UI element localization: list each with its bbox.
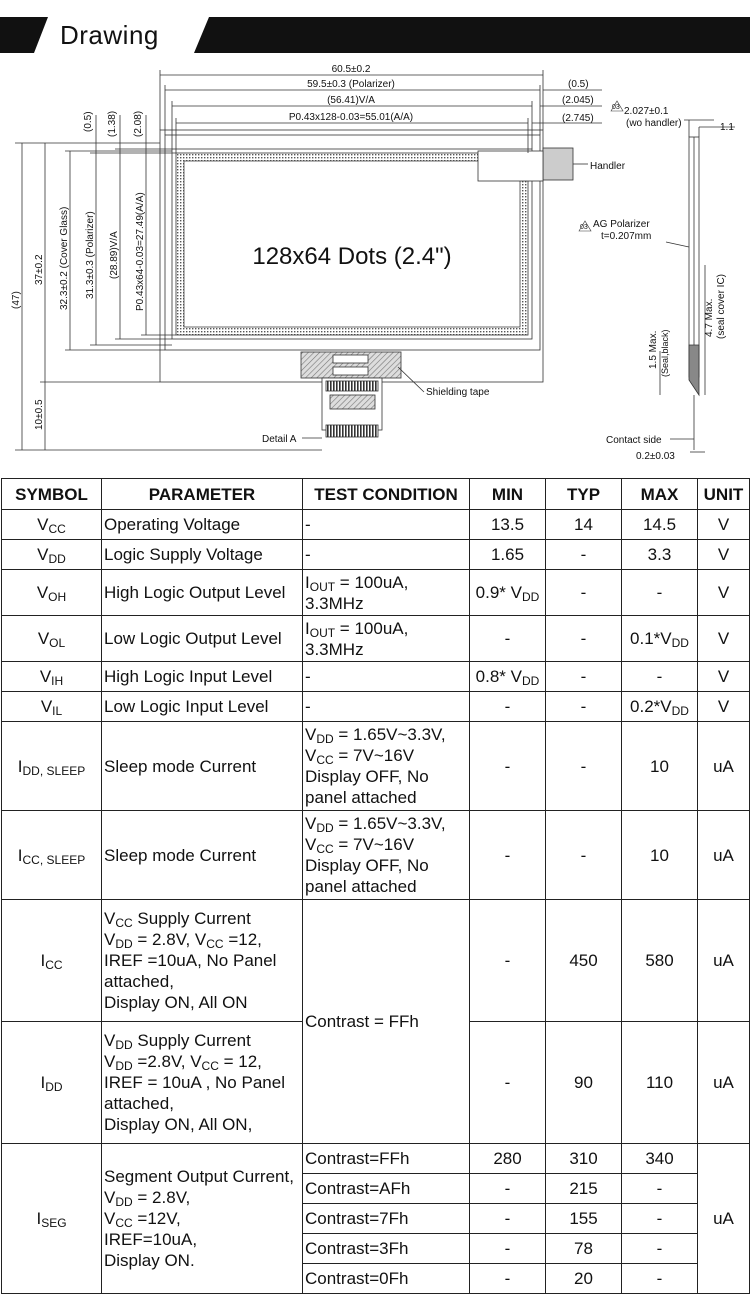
unit-cell: V xyxy=(698,662,750,692)
dim-top1: (0.5) xyxy=(83,111,94,132)
test-cell: - xyxy=(303,662,470,692)
table-row xyxy=(2,1144,750,1174)
test-cell: - xyxy=(303,692,470,722)
symbol-cell: $V_{OH}$ xyxy=(2,570,102,616)
typ-cell: 14 xyxy=(546,510,622,540)
side-dim1b: (wo handler) xyxy=(626,118,682,129)
max-cell: $0.1*V_{DD}$ xyxy=(622,616,698,662)
unit-cell: uA xyxy=(698,722,750,811)
typ-cell: 215 xyxy=(546,1174,622,1204)
contact-side: Contact side xyxy=(606,435,662,446)
typ-cell: 450 xyxy=(546,900,622,1022)
test-cell: Contrast=0Fh xyxy=(303,1264,470,1294)
typ-cell: 78 xyxy=(546,1234,622,1264)
min-cell: 0.8* $V_{DD}$ xyxy=(470,662,546,692)
parameter-cell: Segment Output Current, $V_{DD} = 2.8V$, $V_{CC} =12V$, IREF=10uA, Display ON. xyxy=(102,1144,303,1294)
table-row xyxy=(2,570,750,616)
dim-polarizer-width: 59.5±0.3 (Polarizer) xyxy=(307,79,395,90)
min-cell: - xyxy=(470,1264,546,1294)
typ-cell: - xyxy=(546,540,622,570)
parameter-cell: $V_{CC}$ Supply Current $V_{DD} = 2.8V$, $V_{CC} =12$, IREF =10uA, No Panel attached, Display ON, All ON xyxy=(102,900,303,1022)
min-cell: 0.9* $V_{DD}$ xyxy=(470,570,546,616)
test-cell: $I_{OUT} = 100uA$, 3.3MHz xyxy=(303,570,470,616)
dim-r3: (2.745) xyxy=(562,113,594,124)
parameter-cell: Low Logic Input Level xyxy=(102,692,303,722)
max-cell: 3.3 xyxy=(622,540,698,570)
dim-va-width: (56.41)V/A xyxy=(327,95,375,106)
test-cell-contrast: Contrast = FFh xyxy=(303,900,470,1144)
max-cell: - xyxy=(622,1204,698,1234)
side-dim2: 1.1 xyxy=(720,122,734,133)
col-max: MAX xyxy=(622,479,698,510)
max-cell: $0.2*V_{DD}$ xyxy=(622,692,698,722)
parameter-cell: Sleep mode Current xyxy=(102,811,303,900)
unit-cell: uA xyxy=(698,1022,750,1144)
ic-cover: (seal cover IC) xyxy=(716,273,727,339)
symbol-cell: $V_{DD}$ xyxy=(2,540,102,570)
min-cell: - xyxy=(470,1022,546,1144)
contact-dim: 0.2±0.03 xyxy=(636,451,675,462)
symbol-cell: $V_{IH}$ xyxy=(2,662,102,692)
dim-h-aa: P0.43x64-0.03=27.49(A/A) xyxy=(135,192,146,311)
parameter-cell: Sleep mode Current xyxy=(102,722,303,811)
table-row xyxy=(2,900,750,1022)
note-03b: 03 xyxy=(580,224,588,231)
side-dim1: 2.027±0.1 xyxy=(624,106,669,117)
unit-cell: V xyxy=(698,510,750,540)
col-typ: TYP xyxy=(546,479,622,510)
min-cell: - xyxy=(470,722,546,811)
mechanical-drawing xyxy=(0,55,750,465)
dim-top2: (1.38) xyxy=(107,110,118,137)
test-cell: $V_{DD}$ = 1.65V~3.3V, $V_{CC}$ = 7V~16V Display OFF, No panel attached xyxy=(303,722,470,811)
page-title: Drawing xyxy=(60,20,159,50)
col-min: MIN xyxy=(470,479,546,510)
typ-cell: - xyxy=(546,616,622,662)
detail-label: Detail A xyxy=(262,434,297,445)
max-cell: 340 xyxy=(622,1144,698,1174)
display-label: 128x64 Dots (2.4") xyxy=(252,243,452,270)
symbol-cell: $I_{DD}$ xyxy=(2,1022,102,1144)
min-cell: - xyxy=(470,900,546,1022)
max-cell: 14.5 xyxy=(622,510,698,540)
parameter-cell: Logic Supply Voltage xyxy=(102,540,303,570)
dim-aa-width: P0.43x128-0.03=55.01(A/A) xyxy=(288,112,414,123)
min-cell: 280 xyxy=(470,1144,546,1174)
test-cell: - xyxy=(303,510,470,540)
min-cell: - xyxy=(470,1174,546,1204)
parameter-cell: High Logic Output Level xyxy=(102,570,303,616)
ag-thickness: t=0.207mm xyxy=(601,231,652,242)
max-cell: - xyxy=(622,1264,698,1294)
typ-cell: 155 xyxy=(546,1204,622,1234)
symbol-cell: $I_{SEG}$ xyxy=(2,1144,102,1294)
table-row xyxy=(2,616,750,662)
ic-max: 4.7 Max. xyxy=(704,298,715,337)
handler-label: Handler xyxy=(590,161,626,172)
col-unit: UNIT xyxy=(698,479,750,510)
unit-cell: V xyxy=(698,570,750,616)
typ-cell: - xyxy=(546,692,622,722)
unit-cell: uA xyxy=(698,811,750,900)
symbol-cell: $V_{IL}$ xyxy=(2,692,102,722)
electrical-spec-table xyxy=(1,478,750,1294)
symbol-cell: $I_{CC, SLEEP}$ xyxy=(2,811,102,900)
test-cell: Contrast=7Fh xyxy=(303,1204,470,1234)
unit-cell: uA xyxy=(698,1144,750,1294)
test-cell: Contrast=AFh xyxy=(303,1174,470,1204)
min-cell: - xyxy=(470,1234,546,1264)
handler-tab xyxy=(543,148,573,180)
shielding-label: Shielding tape xyxy=(426,387,490,398)
unit-cell: V xyxy=(698,692,750,722)
symbol-cell: $I_{CC}$ xyxy=(2,900,102,1022)
max-cell: - xyxy=(622,662,698,692)
typ-cell: - xyxy=(546,570,622,616)
dim-h37: 37±0.2 xyxy=(34,254,45,285)
dim-h10: 10±0.5 xyxy=(34,399,45,430)
parameter-cell: Low Logic Output Level xyxy=(102,616,303,662)
table-row xyxy=(2,692,750,722)
test-cell: Contrast=3Fh xyxy=(303,1234,470,1264)
dim-h-polarizer: 31.3±0.3 (Polarizer) xyxy=(85,211,96,299)
typ-cell: - xyxy=(546,722,622,811)
dim-r1: (0.5) xyxy=(568,79,589,90)
col-test-condition: TEST CONDITION xyxy=(303,479,470,510)
test-cell: Contrast=FFh xyxy=(303,1144,470,1174)
symbol-cell: $I_{DD, SLEEP}$ xyxy=(2,722,102,811)
min-cell: - xyxy=(470,616,546,662)
min-cell: - xyxy=(470,811,546,900)
seal-max: 1.5 Max. xyxy=(648,330,659,369)
table-row xyxy=(2,540,750,570)
typ-cell: 20 xyxy=(546,1264,622,1294)
max-cell: 110 xyxy=(622,1022,698,1144)
table-row xyxy=(2,811,750,900)
min-cell: - xyxy=(470,692,546,722)
max-cell: 10 xyxy=(622,722,698,811)
dim-r2: (2.045) xyxy=(562,95,594,106)
max-cell: - xyxy=(622,1234,698,1264)
dim-h47: (47) xyxy=(11,291,22,309)
unit-cell: uA xyxy=(698,900,750,1022)
typ-cell: - xyxy=(546,811,622,900)
ag-polarizer: AG Polarizer xyxy=(593,219,650,230)
min-cell: 13.5 xyxy=(470,510,546,540)
parameter-cell: High Logic Input Level xyxy=(102,662,303,692)
parameter-cell: $V_{DD}$ Supply Current $V_{DD} =2.8V$, $V_{CC} = 12$, IREF = 10uA , No Panel attached, Display ON, All ON, xyxy=(102,1022,303,1144)
typ-cell: 90 xyxy=(546,1022,622,1144)
min-cell: - xyxy=(470,1204,546,1234)
max-cell: - xyxy=(622,1174,698,1204)
symbol-cell: $V_{OL}$ xyxy=(2,616,102,662)
test-cell: $I_{OUT} = 100uA$, 3.3MHz xyxy=(303,616,470,662)
max-cell: - xyxy=(622,570,698,616)
table-row xyxy=(2,722,750,811)
unit-cell: V xyxy=(698,616,750,662)
col-symbol: SYMBOL xyxy=(2,479,102,510)
dim-h-va: (28.89)V/A xyxy=(109,231,120,279)
dim-outer-width: 60.5±0.2 xyxy=(331,64,371,75)
symbol-cell: $V_{CC}$ xyxy=(2,510,102,540)
typ-cell: 310 xyxy=(546,1144,622,1174)
typ-cell: - xyxy=(546,662,622,692)
table-header-row xyxy=(2,479,750,510)
test-cell: - xyxy=(303,540,470,570)
max-cell: 580 xyxy=(622,900,698,1022)
dim-top3: (2.08) xyxy=(133,110,144,137)
test-cell: $V_{DD}$ = 1.65V~3.3V, $V_{CC}$ = 7V~16V Display OFF, No panel attached xyxy=(303,811,470,900)
seal-black: (Seal,black) xyxy=(660,329,670,377)
col-parameter: PARAMETER xyxy=(102,479,303,510)
parameter-cell: Operating Voltage xyxy=(102,510,303,540)
unit-cell: V xyxy=(698,540,750,570)
table-row xyxy=(2,510,750,540)
dim-h-cover: 32.3±0.2 (Cover Glass) xyxy=(59,206,70,310)
note-03a: 03 xyxy=(612,104,620,111)
min-cell: 1.65 xyxy=(470,540,546,570)
table-row xyxy=(2,662,750,692)
max-cell: 10 xyxy=(622,811,698,900)
